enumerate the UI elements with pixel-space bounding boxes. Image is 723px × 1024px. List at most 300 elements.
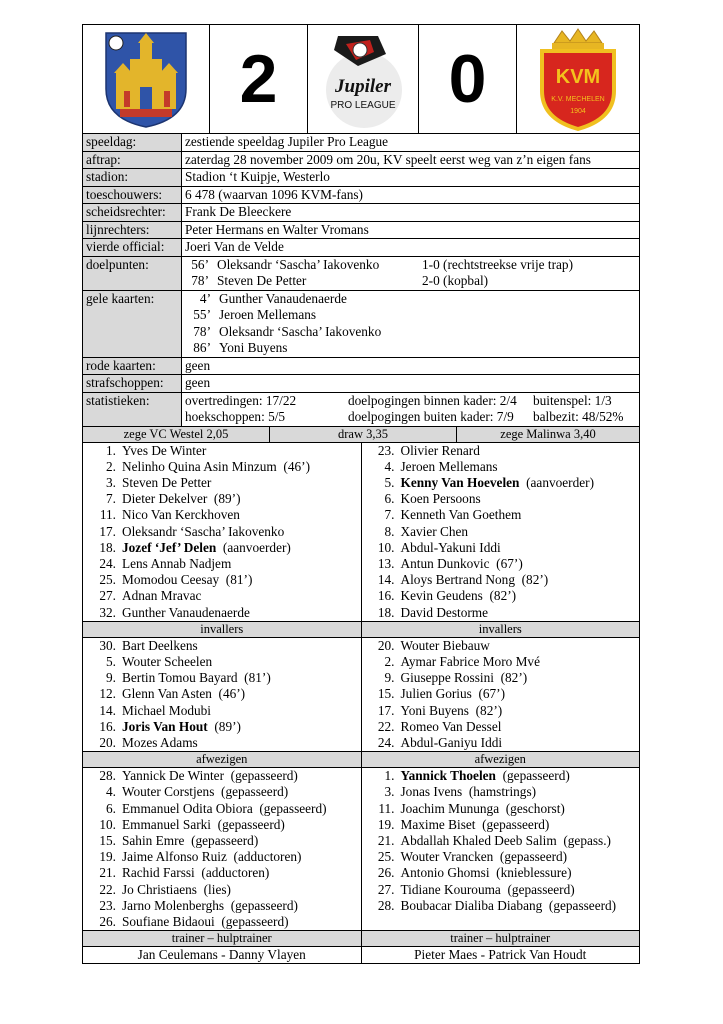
- info-row: [83, 221, 639, 239]
- red-cards-row: [83, 357, 639, 375]
- player-name-cell: [122, 638, 198, 654]
- info-row: [83, 186, 639, 204]
- info-value: [182, 169, 639, 186]
- player-name-cell: [401, 605, 489, 621]
- player-note: (aanvoerder): [216, 539, 291, 555]
- score-header: [82, 24, 640, 134]
- player-name: Maxime Biset: [400, 816, 476, 832]
- player-name-cell: [401, 784, 537, 800]
- player-row: [362, 443, 640, 459]
- shirt-number: 14.: [99, 702, 116, 718]
- player-name-cell: [122, 768, 298, 784]
- player-name: Glenn Van Asten: [122, 686, 212, 702]
- shirt-number: 18.: [377, 604, 395, 620]
- penalties-value: geen: [185, 375, 211, 390]
- shirt-number: 6.: [106, 800, 116, 816]
- player-row: [362, 459, 640, 475]
- player-name-cell: [401, 833, 611, 849]
- player-note: (67’): [471, 686, 506, 702]
- kv-mechelen-crest-icon: [536, 27, 620, 131]
- trainer-header-away: trainer – hulptrainer: [450, 931, 551, 946]
- info-row: [83, 203, 639, 221]
- info-label: vierde official:: [83, 239, 182, 256]
- card-minute: 55’: [193, 307, 211, 322]
- card-minute: 4’: [199, 290, 211, 306]
- player-name-cell: [122, 735, 198, 751]
- yellow-card-entry: [185, 324, 639, 341]
- player-name: Antun Dunkovic: [400, 555, 490, 571]
- stat-cell: doelpogingen buiten kader: 7/9: [348, 409, 514, 424]
- player-name: Kenneth Van Goethem: [400, 507, 522, 523]
- shirt-number: 14.: [377, 572, 395, 588]
- red-cards-value: geen: [185, 357, 211, 373]
- info-label: speeldag:: [83, 134, 182, 151]
- shirt-number: 18.: [99, 539, 116, 555]
- player-name-cell: [401, 817, 550, 833]
- info-value: [182, 152, 639, 169]
- info-line: Peter Hermans en Walter Vromans: [185, 221, 369, 237]
- player-name: Antonio Ghomsi: [400, 865, 490, 881]
- player-name-cell: [122, 833, 258, 849]
- shirt-number: 12.: [99, 686, 116, 702]
- jupiler-pro-league-logo-icon: [318, 30, 408, 128]
- card-minute: 78’: [193, 323, 211, 339]
- player-row: [362, 540, 640, 556]
- shirt-number: 13.: [377, 555, 395, 571]
- shirt-number: 22.: [99, 881, 116, 897]
- shirt-number: 19.: [377, 816, 395, 832]
- player-row: [83, 914, 361, 930]
- subs-header-away: invallers: [478, 621, 522, 636]
- red-cards-label: rode kaarten:: [83, 358, 182, 375]
- shirt-number: 1.: [384, 768, 395, 784]
- away-absentees: [362, 768, 640, 930]
- home-crest: [83, 25, 210, 133]
- odds-home: zege VC Westel 2,05: [83, 427, 270, 442]
- info-value: [182, 239, 639, 256]
- odds-draw: draw 3,35: [270, 427, 457, 442]
- player-name: Adnan Mravac: [122, 588, 202, 604]
- player-note: (46’): [276, 458, 310, 474]
- player-row: [362, 491, 640, 507]
- player-row: [362, 801, 640, 817]
- shirt-number: 9.: [106, 670, 116, 686]
- home-absentees: [83, 768, 362, 930]
- home-lineup: [83, 443, 362, 621]
- player-note: (hamstrings): [462, 784, 537, 800]
- shirt-number: 3.: [384, 784, 395, 800]
- yellow-card-entry: [185, 291, 639, 308]
- player-name-cell: [122, 524, 284, 540]
- player-row: [83, 833, 361, 849]
- player-name: Michael Modubi: [122, 702, 212, 718]
- player-note: (adductoren): [194, 865, 270, 881]
- player-name: Giuseppe Rossini: [400, 670, 494, 686]
- shirt-number: 4.: [384, 458, 395, 474]
- player-row: [83, 588, 361, 604]
- shirt-number: 6.: [384, 491, 395, 507]
- shirt-number: 23.: [377, 442, 395, 458]
- player-name-cell: [401, 572, 549, 588]
- info-value: [182, 134, 639, 151]
- player-note: (gepasseerd): [500, 881, 575, 897]
- goals-label: doelpunten:: [83, 257, 182, 290]
- player-name-cell: [401, 638, 490, 654]
- player-row: [83, 703, 361, 719]
- substitutes: [82, 638, 640, 752]
- player-row: [83, 491, 361, 507]
- shirt-number: 15.: [99, 832, 116, 848]
- player-name-cell: [401, 588, 517, 604]
- player-name: Jarno Molenberghs: [122, 897, 225, 913]
- info-label: aftrap:: [83, 152, 182, 169]
- stats-label: statistieken:: [83, 393, 182, 426]
- info-row: [83, 134, 639, 151]
- betting-odds: [82, 427, 640, 443]
- shirt-number: 9.: [384, 670, 395, 686]
- player-name-cell: [401, 540, 501, 556]
- player-name-cell: [122, 898, 298, 914]
- player-row: [83, 540, 361, 556]
- info-line: zaterdag 28 november 2009 om 20u, KV speelt eerst weg van z’n eigen fans: [185, 151, 591, 167]
- player-name: Bart Deelkens: [122, 637, 198, 653]
- player-note: (knieblessure): [489, 865, 572, 881]
- player-name-cell: [401, 898, 617, 914]
- player-row: [83, 459, 361, 475]
- info-line: Frank De Bleeckere: [185, 204, 292, 219]
- home-substitutes: [83, 638, 362, 751]
- player-row: [362, 768, 640, 784]
- shirt-number: 2.: [384, 653, 395, 669]
- info-line: Joeri Van de Velde: [185, 239, 284, 254]
- player-row: [362, 719, 640, 735]
- player-name: Mozes Adams: [122, 734, 198, 750]
- subs-header-home: invallers: [83, 622, 362, 637]
- player-name-cell: [401, 491, 481, 507]
- shirt-number: 11.: [99, 507, 116, 523]
- player-note: (gepasseerd): [214, 913, 289, 929]
- shirt-number: 5.: [106, 653, 116, 669]
- player-note: (gepasseerd): [475, 816, 550, 832]
- player-name: Wouter Scheelen: [122, 653, 213, 669]
- player-note: (adductoren): [226, 849, 302, 865]
- trainers: [82, 947, 640, 964]
- player-name: Kenny Van Hoevelen: [400, 474, 520, 490]
- player-name: Boubacar Dialiba Diabang: [400, 897, 543, 913]
- stat-cell: overtredingen: 17/22: [185, 392, 297, 408]
- player-name: Wouter Corstjens: [122, 784, 215, 800]
- player-name: Sahin Emre: [122, 832, 185, 848]
- stat-cell: hoekschoppen: 5/5: [185, 409, 286, 424]
- shirt-number: 23.: [99, 897, 116, 913]
- player-row: [362, 605, 640, 621]
- info-value: [182, 222, 639, 239]
- card-minute: 86’: [193, 340, 211, 355]
- player-row: [83, 507, 361, 523]
- player-note: (gepasseerd): [542, 897, 617, 913]
- player-name-cell: [401, 735, 503, 751]
- stat-cell: balbezit: 48/52%: [533, 409, 624, 424]
- player-row: [362, 686, 640, 702]
- player-name: Emmanuel Sarki: [122, 816, 211, 832]
- player-name: Yannick Thoelen: [400, 768, 496, 784]
- crest-text-kvm: KVM: [555, 66, 601, 88]
- player-note: (gepasseerd): [495, 768, 570, 784]
- shirt-number: 25.: [377, 849, 395, 865]
- player-row: [362, 654, 640, 670]
- player-name-cell: [401, 686, 506, 702]
- player-name-cell: [122, 817, 285, 833]
- home-trainers: Jan Ceulemans - Danny Vlayen: [83, 947, 362, 963]
- player-name: Julien Gorius: [400, 686, 472, 702]
- shirt-number: 30.: [99, 637, 116, 653]
- player-row: [362, 507, 640, 523]
- player-name: Xavier Chen: [400, 523, 469, 539]
- match-sheet: [82, 24, 640, 964]
- player-name-cell: [122, 605, 250, 621]
- player-name: David Destorme: [400, 604, 489, 620]
- goals-row: [83, 256, 639, 290]
- player-note: (gepasseerd): [252, 800, 327, 816]
- player-name-cell: [122, 475, 211, 491]
- player-name-cell: [401, 443, 480, 459]
- player-note: (46’): [211, 686, 246, 702]
- player-note: (gepasseerd): [224, 768, 298, 784]
- player-name-cell: [122, 556, 231, 572]
- player-name-cell: [122, 801, 327, 817]
- stats-row: [83, 392, 639, 426]
- player-row: [362, 817, 640, 833]
- player-note: (82’): [468, 702, 503, 718]
- player-name-cell: [122, 865, 269, 881]
- absentees: [82, 768, 640, 931]
- shirt-number: 32.: [99, 604, 116, 620]
- goal-minute: 78’: [191, 273, 209, 288]
- player-name-cell: [122, 443, 206, 459]
- player-name-cell: [401, 524, 469, 540]
- shirt-number: 22.: [377, 718, 395, 734]
- absent-header: [82, 752, 640, 768]
- info-label: toeschouwers:: [83, 187, 182, 204]
- player-name-cell: [401, 459, 498, 475]
- player-row: [362, 882, 640, 898]
- shirt-number: 21.: [99, 865, 116, 881]
- player-row: [362, 524, 640, 540]
- shirt-number: 28.: [377, 897, 395, 913]
- info-value: [182, 187, 639, 204]
- info-row: [83, 238, 639, 256]
- player-name: Yves De Winter: [122, 442, 207, 458]
- player-name: Nelinho Quina Asin Minzum: [122, 458, 277, 474]
- player-name: Jaime Alfonso Ruiz: [122, 849, 227, 865]
- player-note: (89’): [207, 491, 241, 507]
- odds-away: zege Malinwa 3,40: [500, 426, 596, 441]
- player-row: [83, 817, 361, 833]
- info-value: [182, 204, 639, 221]
- player-note: (82’): [493, 670, 528, 686]
- shirt-number: 24.: [99, 555, 116, 571]
- player-name: Kevin Geudens: [400, 588, 483, 604]
- stat-cell: doelpogingen binnen kader: 2/4: [348, 392, 517, 408]
- player-row: [362, 638, 640, 654]
- player-name-cell: [122, 654, 212, 670]
- player-note: (lies): [196, 881, 231, 897]
- player-row: [83, 735, 361, 751]
- player-name: Jeroen Mellemans: [400, 458, 498, 474]
- player-name: Romeo Van Dessel: [400, 718, 502, 734]
- player-name: Wouter Biebauw: [400, 637, 490, 653]
- card-player: Oleksandr ‘Sascha’ Iakovenko: [219, 323, 382, 339]
- player-row: [83, 475, 361, 491]
- player-name-cell: [401, 670, 528, 686]
- player-row: [83, 719, 361, 735]
- penalties-label: strafschoppen:: [83, 375, 182, 392]
- player-name-cell: [401, 865, 572, 881]
- player-name: Emmanuel Odita Obiora: [122, 800, 253, 816]
- away-crest: [517, 25, 639, 133]
- info-line: zestiende speeldag Jupiler Pro League: [185, 134, 389, 149]
- player-row: [362, 784, 640, 800]
- player-name-cell: [122, 784, 288, 800]
- card-player: Yoni Buyens: [219, 340, 288, 355]
- player-name-cell: [122, 507, 240, 523]
- player-name: Jo Christiaens: [122, 881, 197, 897]
- shirt-number: 28.: [99, 768, 116, 784]
- player-row: [362, 898, 640, 914]
- player-name-cell: [401, 882, 575, 898]
- player-name-cell: [122, 914, 289, 930]
- player-name-cell: [401, 507, 522, 523]
- yellow-card-entry: [185, 340, 639, 357]
- player-row: [362, 735, 640, 751]
- shirt-number: 27.: [99, 588, 116, 604]
- info-row: [83, 151, 639, 169]
- player-name-cell: [401, 556, 523, 572]
- info-label: stadion:: [83, 169, 182, 186]
- player-name: Wouter Vrancken: [400, 849, 494, 865]
- shirt-number: 2.: [106, 458, 116, 474]
- player-name: Yannick De Winter: [122, 768, 225, 784]
- goal-player: Oleksandr ‘Sascha’ Iakovenko: [217, 256, 380, 272]
- shirt-number: 21.: [377, 832, 395, 848]
- player-name-cell: [122, 540, 291, 556]
- player-row: [83, 556, 361, 572]
- player-note: (82’): [482, 588, 517, 604]
- info-row: [83, 168, 639, 186]
- player-note: (gepass.): [556, 832, 611, 848]
- shirt-number: 17.: [377, 702, 395, 718]
- shirt-number: 17.: [99, 523, 116, 539]
- player-name-cell: [122, 670, 271, 686]
- player-name-cell: [122, 491, 241, 507]
- player-row: [83, 670, 361, 686]
- player-name: Gunther Vanaudenaerde: [122, 604, 250, 620]
- player-row: [362, 572, 640, 588]
- goal-score: 2-0 (kopbal): [422, 273, 489, 288]
- player-name: Rachid Farssi: [122, 865, 195, 881]
- player-row: [362, 865, 640, 881]
- player-name: Jozef ‘Jef’ Delen: [122, 539, 217, 555]
- stat-cell: buitenspel: 1/3: [533, 392, 612, 408]
- player-name: Aymar Fabrice Moro Mvé: [400, 653, 540, 669]
- absent-header-away: afwezigen: [474, 752, 526, 767]
- shirt-number: 8.: [384, 523, 395, 539]
- player-row: [83, 638, 361, 654]
- player-row: [83, 443, 361, 459]
- player-row: [83, 605, 361, 621]
- player-name: Bertin Tomou Bayard: [122, 670, 238, 686]
- player-note: (aanvoerder): [519, 474, 595, 490]
- player-name: Koen Persoons: [400, 491, 481, 507]
- absent-header-home: afwezigen: [83, 752, 362, 767]
- player-name-cell: [122, 572, 252, 588]
- player-name-cell: [401, 703, 503, 719]
- home-score: 2: [239, 41, 278, 117]
- player-name: Joachim Mununga: [400, 800, 500, 816]
- shirt-number: 26.: [99, 913, 116, 929]
- goal-minute: 56’: [191, 256, 209, 272]
- player-note: (geschorst): [499, 800, 565, 816]
- player-note: (89’): [207, 718, 241, 734]
- goal-player: Steven De Petter: [217, 273, 307, 288]
- player-name: Tidiane Kourouma: [400, 881, 501, 897]
- player-name: Yoni Buyens: [400, 702, 469, 718]
- player-name-cell: [122, 849, 301, 865]
- player-row: [83, 882, 361, 898]
- crest-text-year: 1904: [570, 108, 586, 115]
- player-name-cell: [122, 719, 241, 735]
- player-row: [83, 801, 361, 817]
- player-note: (81’): [237, 670, 271, 686]
- trainer-header: [82, 931, 640, 947]
- player-name: Oleksandr ‘Sascha’ Iakovenko: [122, 523, 285, 539]
- player-row: [83, 768, 361, 784]
- away-substitutes: [362, 638, 640, 751]
- shirt-number: 27.: [377, 881, 395, 897]
- player-name-cell: [401, 654, 540, 670]
- player-row: [83, 898, 361, 914]
- league-logo: [308, 25, 419, 133]
- yellow-card-entry: [185, 307, 639, 324]
- player-name-cell: [401, 768, 570, 784]
- player-name: Momodou Ceesay: [122, 572, 220, 588]
- player-row: [83, 849, 361, 865]
- shirt-number: 20.: [377, 637, 395, 653]
- player-name-cell: [401, 475, 595, 491]
- shirt-number: 1.: [106, 442, 116, 458]
- shirt-number: 24.: [377, 734, 395, 750]
- shirt-number: 16.: [377, 588, 395, 604]
- player-name-cell: [401, 719, 502, 735]
- player-name-cell: [122, 882, 231, 898]
- shirt-number: 16.: [99, 718, 116, 734]
- player-name-cell: [122, 459, 310, 475]
- player-name: Lens Annab Nadjem: [122, 555, 232, 571]
- yellow-cards-label: gele kaarten:: [83, 291, 182, 357]
- info-label: scheidsrechter:: [83, 204, 182, 221]
- player-row: [362, 670, 640, 686]
- shirt-number: 25.: [99, 572, 116, 588]
- penalties-row: [83, 374, 639, 392]
- away-score: 0: [448, 41, 487, 117]
- player-name-cell: [122, 588, 201, 604]
- shirt-number: 15.: [377, 686, 395, 702]
- shirt-number: 20.: [99, 734, 116, 750]
- crest-text-club: K.V. MECHELEN: [551, 96, 605, 103]
- player-row: [83, 524, 361, 540]
- player-name-cell: [401, 849, 568, 865]
- yellow-cards-row: [83, 290, 639, 357]
